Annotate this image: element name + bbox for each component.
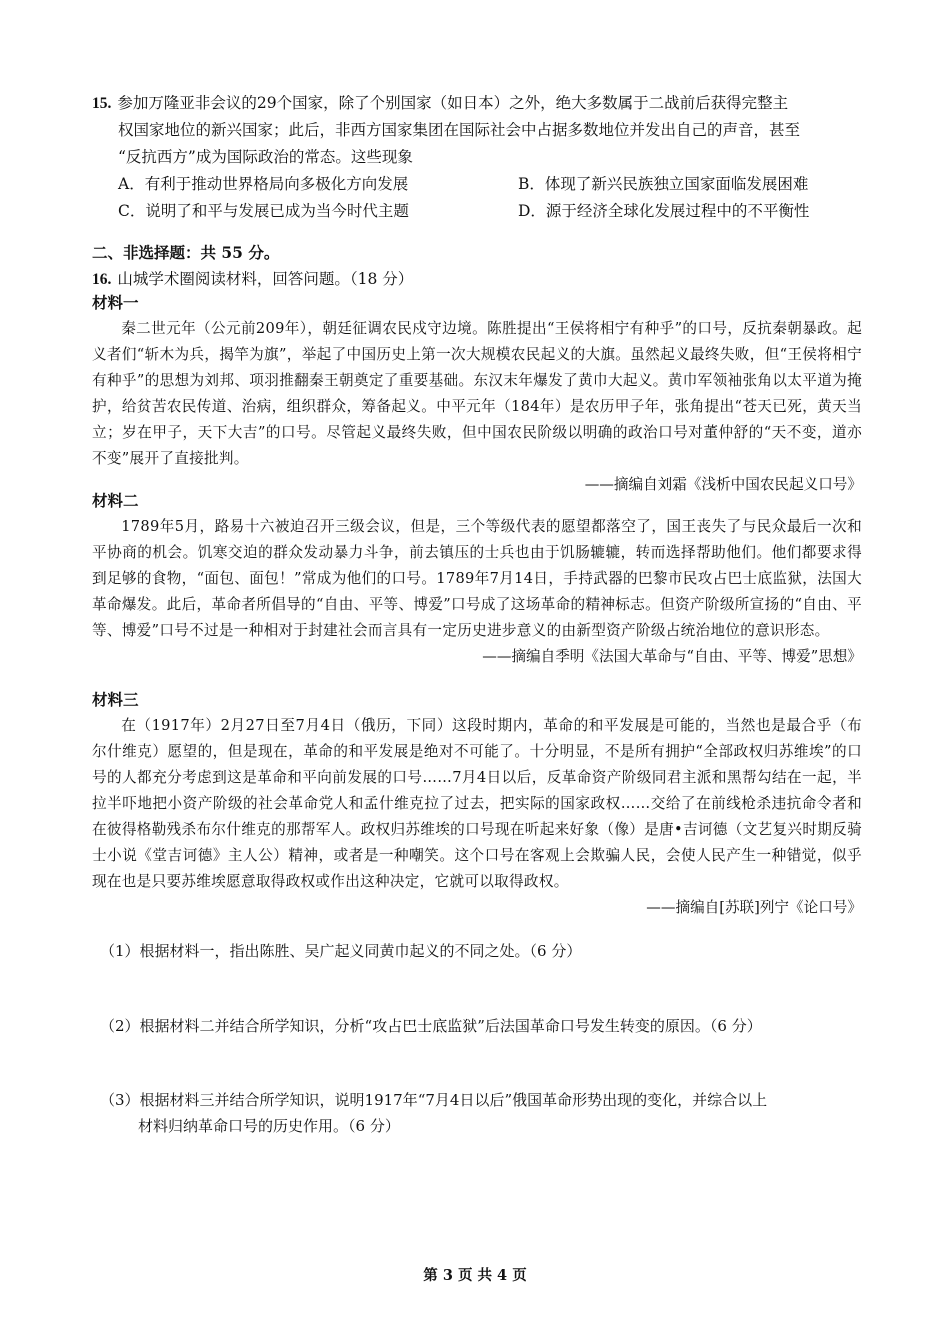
- material-2: [92, 488, 862, 670]
- material-1-source: ——摘编自刘霜《浅析中国农民起义口号》: [584, 476, 862, 493]
- q16-sub-3-line2: 材料归纳革命口号的历史作用。（6 分）: [138, 1117, 400, 1135]
- section-2: [92, 239, 862, 293]
- material-1-title: 材料一: [92, 293, 139, 312]
- material-2-title: 材料二: [92, 491, 139, 510]
- material-3-source: ——摘编自[苏联]列宁《论口号》: [646, 899, 862, 916]
- q15-stem-2: 权国家地位的新兴国家；此后，非西方国家集团在国际社会中占据多数地位并发出自己的声音，甚至: [118, 121, 801, 139]
- material-1: [92, 290, 862, 498]
- q15-stem-1: 参加万隆亚非会议的29个国家，除了个别国家（如日本）之外，绝大多数属于二战前后获得完整主: [117, 94, 789, 112]
- material-2-source: ——摘编自季明《法国大革命与“自由、平等、博爱”思想》: [482, 648, 862, 665]
- q16-number: 16.: [92, 271, 112, 288]
- q15-options: [92, 171, 862, 225]
- material-3-text: 在（1917年）2月27日至7月4日（俄历，下同）这段时期内，革命的和平发展是可能的，当然也是最合乎（布尔什维克）愿望的，但是现在，革命的和平发展是绝对不可能了。十分明显，不是所有拥护“全部政权归苏维埃”的口号的人都充分考虑到这是革命和平向前发展的口号……7月4日以后，反革命资产阶级同君主派和黑帮勾结在一起，半拉半吓地把小资产阶级的社会革命党人和孟什维克拉了过去，把实际的国家政权……交给了在前线枪杀违抗命令者和在彼得格勒残杀布尔什维克的那帮军人。政权归苏维埃的口号现在听起来好象（像）是唐•吉诃德（文艺复兴时期反骑士小说《堂吉诃德》主人公）精神，或者是一种嘲笑。这个口号在客观上会欺骗人民，会使人民产生一种错觉，似乎现在也是只要苏维埃愿意取得政权或作出这种决定，它就可以取得政权。: [92, 717, 862, 890]
- material-3-title: 材料三: [92, 690, 139, 709]
- q15-option-d: D．源于经济全球化发展过程中的不平衡性: [518, 202, 810, 220]
- section-2-heading: 二、非选择题：共 55 分。: [92, 243, 280, 262]
- q16-sub-1: （1）根据材料一，指出陈胜、吴广起义同黄巾起义的不同之处。（6 分）: [100, 942, 582, 960]
- q15-option-b: B．体现了新兴民族独立国家面临发展困难: [518, 175, 809, 193]
- q16-sub-3: [92, 1087, 870, 1139]
- material-3: [92, 687, 862, 921]
- q16-intro: 山城学术圈阅读材料，回答问题。（18 分）: [117, 270, 414, 288]
- q15-option-a: A．有利于推动世界格局向多极化方向发展: [118, 175, 409, 193]
- q15-stem-3: “反抗西方”成为国际政治的常态。这些现象: [118, 148, 413, 166]
- q15-line1: [92, 90, 862, 117]
- q15-number: 15.: [92, 95, 112, 112]
- question-15: [92, 90, 862, 225]
- q16-intro-line: [92, 266, 862, 293]
- q16-sub-2: （2）根据材料二并结合所学知识，分析“攻占巴士底监狱”后法国革命口号发生转变的原因。（6 分）: [100, 1017, 762, 1035]
- material-2-text: 1789年5月，路易十六被迫召开三级会议，但是，三个等级代表的愿望都落空了，国王丧失了与民众最后一次和平协商的机会。饥寒交迫的群众发动暴力斗争，前去镇压的士兵也由于饥肠辘辘，转而选择帮助他们。他们都要求得到足够的食物，“面包、面包！”常成为他们的口号。1789年7月14日，手持武器的巴黎市民攻占巴士底监狱，法国大革命爆发。此后，革命者所倡导的“自由、平等、博爱”口号成了这场革命的精神标志。但资产阶级所宣扬的“自由、平等、博爱”口号不过是一种相对于封建社会而言具有一定历史进步意义的由新型资产阶级占统治地位的意识形态。: [92, 518, 862, 639]
- q15-option-c: C．说明了和平与发展已成为当今时代主题: [118, 202, 409, 220]
- material-1-text: 秦二世元年（公元前209年），朝廷征调农民戍守边境。陈胜提出“王侯将相宁有种乎”的口号，反抗秦朝暴政。起义者们“斩木为兵，揭竿为旗”，举起了中国历史上第一次大规模农民起义的大旗。虽然起义最终失败，但“王侯将相宁有种乎”的思想为刘邦、项羽推翻秦王朝奠定了重要基础。东汉末年爆发了黄巾大起义。黄巾军领袖张角以太平道为掩护，给贫苦农民传道、治病，组织群众，筹备起义。中平元年（184年）是农历甲子年，张角提出“苍天已死，黄天当立；岁在甲子，天下大吉”的口号。尽管起义最终失败，但中国农民阶级以明确的政治口号对董仲舒的“天不变，道亦不变”展开了直接批判。: [92, 320, 862, 467]
- page-footer: 第 3 页 共 4 页: [423, 1267, 527, 1284]
- q16-sub-3-line1: （3）根据材料三并结合所学知识，说明1917年“7月4日以后”俄国革命形势出现的变化，并综合以上: [100, 1091, 768, 1109]
